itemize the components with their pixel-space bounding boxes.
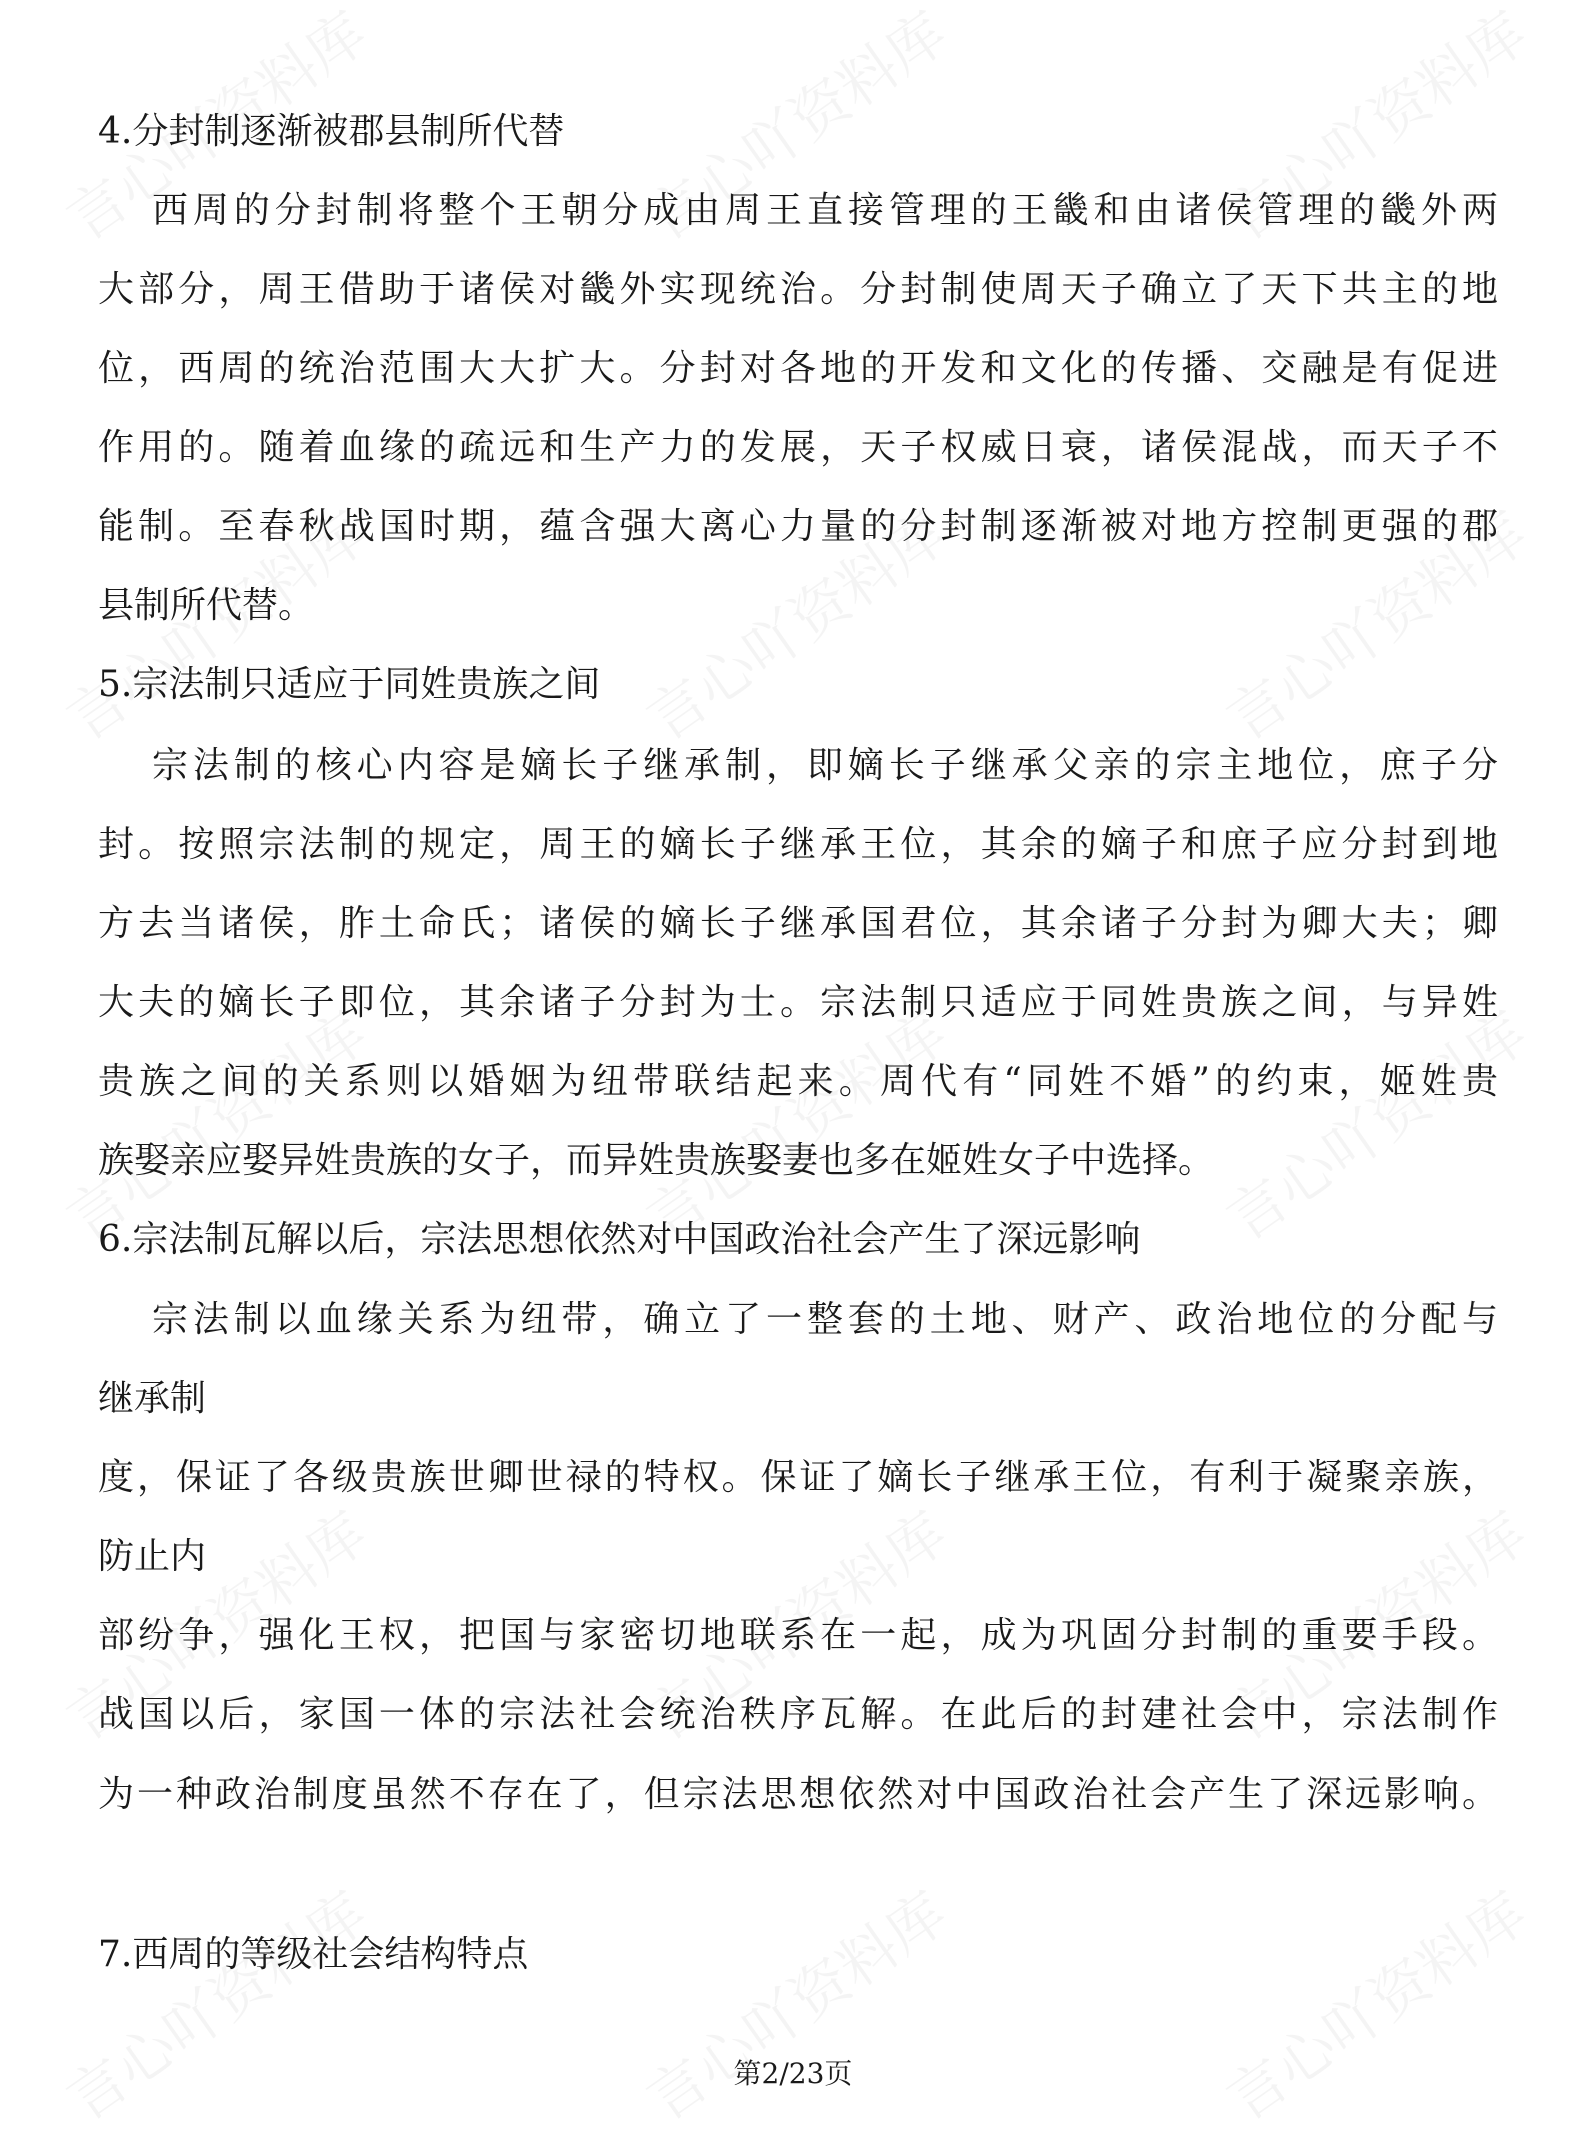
page-number: 第2/23页 (733, 2057, 853, 2090)
paragraph-line: 封。按照宗法制的规定，周王的嫡长子继承王位，其余的嫡子和庶子应分封到地 (98, 824, 1498, 865)
paragraph-line: 位，西周的统治范围大大扩大。分封对各地的开发和文化的传播、交融是有促进 (98, 348, 1498, 389)
section-heading: 7.西周的等级社会结构特点 (98, 1934, 529, 1975)
watermark (1207, 988, 1540, 1256)
watermark (627, 1868, 960, 2136)
paragraph-line: 大部分，周王借助于诸侯对畿外实现统治。分封制使周天子确立了天下共主的地 (98, 269, 1498, 310)
watermark (47, 988, 380, 1256)
paragraph-line: 战国以后，家国一体的宗法社会统治秩序瓦解。在此后的封建社会中，宗法制作 (98, 1694, 1498, 1735)
paragraph-line: 部纷争，强化王权，把国与家密切地联系在一起，成为巩固分封制的重要手段。 (98, 1615, 1498, 1656)
section-heading: 5.宗法制只适应于同姓贵族之间 (98, 664, 601, 705)
paragraph-line: 防止内 (98, 1536, 207, 1577)
paragraph-line: 宗法制的核心内容是嫡长子继承制，即嫡长子继承父亲的宗主地位，庶子分 (152, 745, 1498, 786)
paragraph-line: 族娶亲应娶异姓贵族的女子，而异姓贵族娶妻也多在姬姓女子中选择。 (98, 1140, 1215, 1181)
watermark (1207, 1868, 1540, 2136)
paragraph-line: 继承制 (98, 1378, 207, 1419)
paragraph-line: 西周的分封制将整个王朝分成由周王直接管理的王畿和由诸侯管理的畿外两 (152, 190, 1498, 231)
watermark (47, 1868, 380, 2136)
section-heading: 6.宗法制瓦解以后，宗法思想依然对中国政治社会产生了深远影响 (98, 1219, 1141, 1260)
paragraph-line: 县制所代替。 (98, 585, 315, 626)
paragraph-line: 宗法制以血缘关系为纽带，确立了一整套的土地、财产、政治地位的分配与 (152, 1299, 1498, 1340)
paragraph-line: 大夫的嫡长子即位，其余诸子分封为士。宗法制只适应于同姓贵族之间，与异姓 (98, 982, 1498, 1023)
section-heading: 4.分封制逐渐被郡县制所代替 (98, 111, 565, 152)
paragraph-line: 贵族之间的关系则以婚姻为纽带联结起来。周代有“同姓不婚”的约束，姬姓贵 (98, 1061, 1498, 1102)
paragraph-line: 方去当诸侯，胙土命氏；诸侯的嫡长子继承国君位，其余诸子分封为卿大夫；卿 (98, 903, 1498, 944)
paragraph-line: 能制。至春秋战国时期，蕴含强大离心力量的分封制逐渐被对地方控制更强的郡 (98, 506, 1498, 547)
paragraph-line: 为一种政治制度虽然不存在了，但宗法思想依然对中国政治社会产生了深远影响。 (98, 1774, 1498, 1815)
paragraph-line: 度，保证了各级贵族世卿世禄的特权。保证了嫡长子继承王位，有利于凝聚亲族， (98, 1457, 1498, 1498)
watermark (627, 988, 960, 1256)
paragraph-line: 作用的。随着血缘的疏远和生产力的发展，天子权威日衰，诸侯混战，而天子不 (98, 427, 1498, 468)
